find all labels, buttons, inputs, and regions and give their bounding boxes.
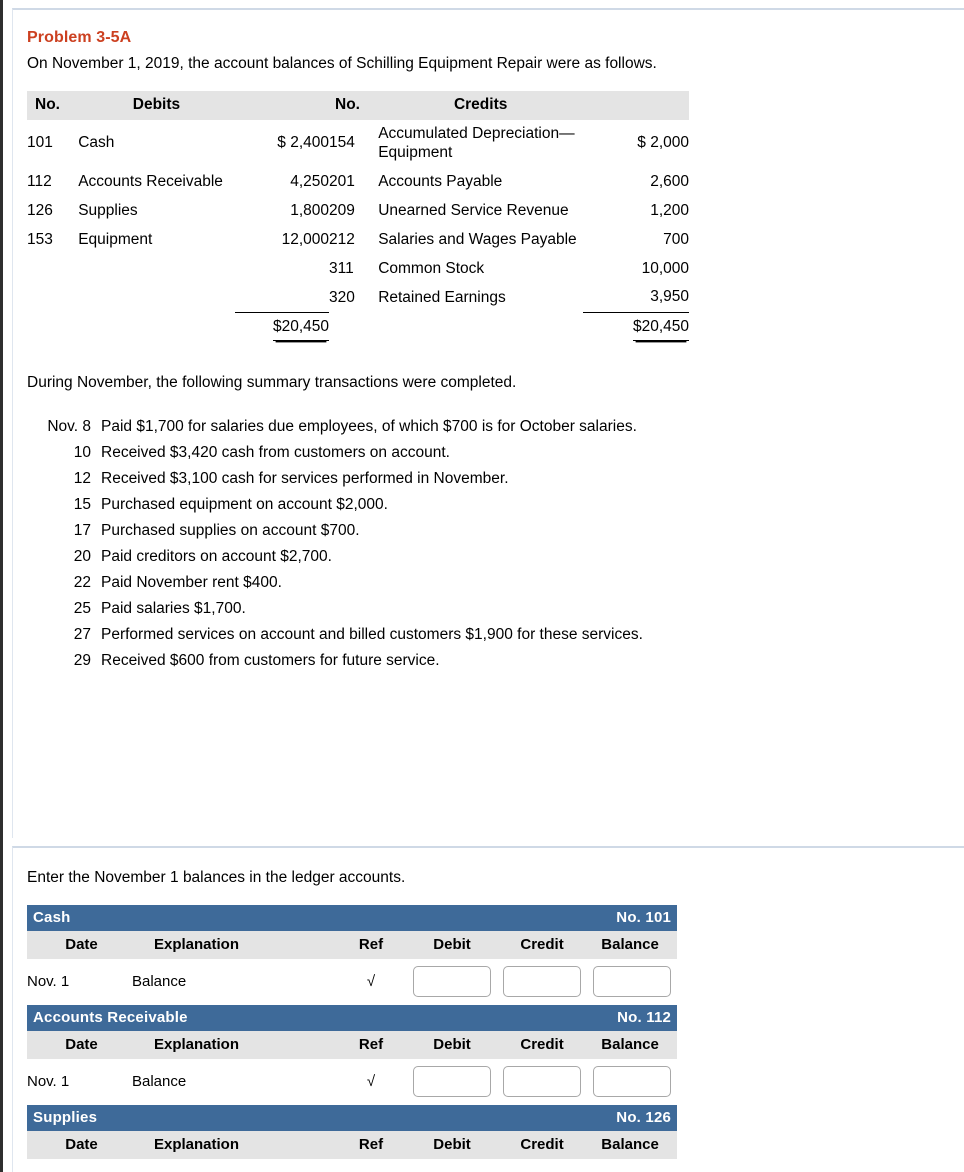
ledger-panel [12,846,964,1172]
credits-total-value: $20,450 [633,318,689,341]
list-item [27,518,964,544]
debits-total [235,313,329,346]
ledger-accounts-container [27,905,677,1159]
page-title: Problem 3-5A [27,29,132,46]
total-spacer-2 [78,313,235,346]
debit-account-name: Accounts Receivable [78,172,223,190]
header-credit-amount [583,91,689,120]
table-row [27,226,689,255]
account-number: No. 126 [407,1105,677,1131]
credit-amount: 1,200 [650,201,689,219]
credit-account-name: Accounts Payable [378,172,503,190]
credit-account-no: 154 [329,134,355,152]
column-header-explanation: Explanation [132,1131,335,1159]
credit-account-no: 311 [329,259,354,277]
credit-input[interactable] [503,966,581,997]
list-item [27,492,964,518]
debit-account-no: 101 [27,134,53,152]
table-row [27,255,689,284]
debit-account-name: Cash [78,134,115,152]
table-row [27,959,677,1005]
debit-amount: 4,250 [290,172,329,190]
table-row [27,168,689,197]
credit-account-name: Accumulated Depreciation—Equipment [378,125,575,161]
list-item [27,440,964,466]
credit-input-cell [497,1059,587,1105]
list-item [27,596,964,622]
column-header-balance: Balance [587,931,677,959]
total-spacer-1 [27,313,78,346]
table-row [27,197,689,226]
ledger-account-header-supplies [27,1105,677,1131]
window-left-gutter [0,0,12,1172]
balance-total-row [27,313,689,346]
debit-amount: $ 2,400 [277,134,329,152]
column-header-date: Date [27,1131,132,1159]
transaction-date: 20 [73,548,91,566]
header-debits: Debits [78,91,235,120]
list-item [27,544,964,570]
debit-amount [235,283,329,312]
credit-account-no: 209 [329,201,355,219]
checkmark-icon: √ [335,1059,407,1105]
header-no-credits: No. [329,91,378,120]
column-header-balance: Balance [587,1031,677,1059]
transaction-date: 25 [73,600,91,618]
problem-panel [12,8,964,838]
problem-intro-text: On November 1, 2019, the account balances of Schilling Equipment Repair were as follows. [27,55,657,72]
transaction-date: 15 [73,496,91,514]
ledger-row-explanation: Balance [132,1059,335,1105]
debit-account-no: 153 [27,230,53,248]
ledger-row-date: Nov. 1 [27,1059,132,1105]
transaction-date: 22 [73,574,91,592]
account-title: Supplies [27,1105,407,1131]
column-header-debit: Debit [407,1131,497,1159]
debits-total-value: $20,450 [273,318,329,341]
debit-amount [235,255,329,284]
ledger-column-header-row [27,931,677,959]
transaction-description: Paid $1,700 for salaries due employees, of which $700 is for October salaries. [101,418,637,436]
debit-input-cell [407,959,497,1005]
total-spacer-3 [329,313,378,346]
transaction-description: Received $600 from customers for future service. [101,652,440,670]
transaction-description: Purchased equipment on account $2,000. [101,496,388,514]
ledger-table [27,905,677,1159]
balance-input[interactable] [593,1066,671,1097]
ledger-column-header-row [27,1131,677,1159]
column-header-balance: Balance [587,1131,677,1159]
credit-account-no: 201 [329,172,355,190]
credits-total [583,313,689,346]
credit-amount: $ 2,000 [637,134,689,152]
credit-account-name: Unearned Service Revenue [378,201,569,219]
list-item [27,414,964,440]
checkmark-icon: √ [335,959,407,1005]
table-row [27,1059,677,1105]
transaction-date: 17 [73,522,91,540]
balance-input[interactable] [593,966,671,997]
total-spacer-4 [378,313,583,346]
ledger-row-date: Nov. 1 [27,959,132,1005]
column-header-debit: Debit [407,1031,497,1059]
credit-amount: 3,950 [650,288,689,306]
transaction-date: 10 [73,444,91,462]
balance-input-cell [587,959,677,1005]
credit-account-no: 212 [329,230,355,248]
debit-account-name: Equipment [78,230,153,248]
list-item [27,622,964,648]
list-item [27,570,964,596]
credit-input-cell [497,959,587,1005]
debit-account-no: 126 [27,201,53,219]
transaction-description: Purchased supplies on account $700. [101,522,360,540]
list-item [27,466,964,492]
debit-account-name [78,255,235,284]
column-header-ref: Ref [335,1131,407,1159]
ledger-account-header-cash [27,905,677,931]
credit-input[interactable] [503,1066,581,1097]
column-header-credit: Credit [497,1031,587,1059]
credit-amount: 700 [663,230,689,248]
transaction-description: Paid November rent $400. [101,574,282,592]
debit-account-no [27,255,78,284]
transaction-description: Received $3,100 cash for services performed in November. [101,470,509,488]
debit-account-name [78,283,235,312]
ledger-row-explanation: Balance [132,959,335,1005]
credit-amount: 2,600 [650,172,689,190]
debit-input[interactable] [413,966,491,997]
transaction-description: Paid creditors on account $2,700. [101,548,332,566]
ledger-account-header-accounts-receivable [27,1005,677,1031]
debit-input-cell [407,1059,497,1105]
transaction-description: Performed services on account and billed customers $1,900 for these services. [101,626,643,644]
column-header-credit: Credit [497,931,587,959]
column-header-date: Date [27,1031,132,1059]
ledger-column-header-row [27,1031,677,1059]
debit-amount: 12,000 [281,230,329,248]
transaction-date: 27 [73,626,91,644]
list-item [27,648,964,674]
header-credits: Credits [378,91,583,120]
ledger-instruction-text: Enter the November 1 balances in the ledger accounts. [27,869,406,886]
debit-account-no: 112 [27,172,52,190]
column-header-explanation: Explanation [132,1031,335,1059]
column-header-ref: Ref [335,931,407,959]
debit-account-no [27,283,78,312]
balance-input-cell [587,1059,677,1105]
column-header-explanation: Explanation [132,931,335,959]
column-header-date: Date [27,931,132,959]
transactions-list [27,414,964,674]
header-no-debits: No. [27,91,78,120]
transaction-description: Received $3,420 cash from customers on account. [101,444,450,462]
debit-amount: 1,800 [290,201,329,219]
account-title: Accounts Receivable [27,1005,407,1031]
transaction-description: Paid salaries $1,700. [101,600,246,618]
account-title: Cash [27,905,407,931]
transaction-date: 12 [73,470,91,488]
transaction-date: Nov. 8 [47,418,91,436]
header-debit-amount [235,91,329,120]
column-header-debit: Debit [407,931,497,959]
account-number: No. 101 [407,905,677,931]
credit-account-no: 320 [329,288,355,306]
credit-account-name: Common Stock [378,259,485,277]
transaction-date: 29 [73,652,91,670]
table-row [27,120,689,168]
credit-amount: 10,000 [641,259,689,277]
account-number: No. 112 [407,1005,677,1031]
transactions-intro-text: During November, the following summary transactions were completed. [27,374,517,392]
table-row [27,283,689,312]
column-header-ref: Ref [335,1031,407,1059]
debit-input[interactable] [413,1066,491,1097]
trial-balance-table [27,91,689,346]
debit-account-name: Supplies [78,201,138,219]
column-header-credit: Credit [497,1131,587,1159]
credit-account-name: Retained Earnings [378,288,506,306]
balance-table-header-row [27,91,689,120]
credit-account-name: Salaries and Wages Payable [378,230,577,248]
